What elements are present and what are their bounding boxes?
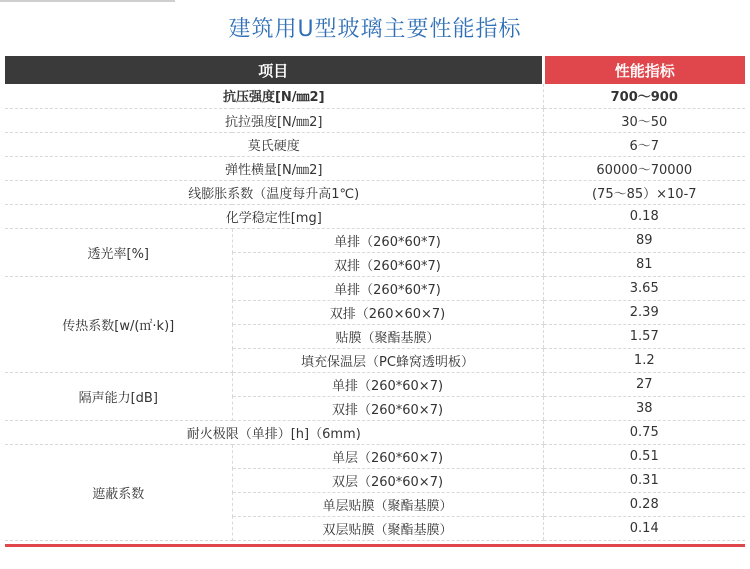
row-label: 抗压强度[N/㎜2] <box>5 84 543 108</box>
table-row <box>5 84 745 108</box>
sub-label: 双排（260*60×7) <box>232 396 543 420</box>
sub-label: 单层贴膜（聚酯基膜） <box>232 492 543 516</box>
row-value: 81 <box>543 252 745 276</box>
table-row <box>5 204 745 228</box>
row-value: 0.51 <box>543 444 745 468</box>
row-label: 耐火极限（单排）[h]（6mm) <box>5 420 543 444</box>
row-value: 0.18 <box>543 204 745 228</box>
row-label: 弹性横量[N/㎜2] <box>5 156 543 180</box>
header-item: 项目 <box>5 56 543 84</box>
spec-table <box>5 56 745 541</box>
row-value: 6～7 <box>543 132 745 156</box>
table-row <box>5 372 745 396</box>
bottom-divider <box>5 544 745 547</box>
table-row <box>5 444 745 468</box>
row-label: 化学稳定性[mg] <box>5 204 543 228</box>
row-value: 60000～70000 <box>543 156 745 180</box>
sub-label: 单排（260*60*7) <box>232 228 543 252</box>
row-label: 莫氏硬度 <box>5 132 543 156</box>
group-label-shading: 遮蔽系数 <box>5 444 232 540</box>
row-value: 2.39 <box>543 300 745 324</box>
table-row <box>5 156 745 180</box>
table-row <box>5 228 745 252</box>
top-divider <box>0 0 175 2</box>
row-value: 27 <box>543 372 745 396</box>
table-row <box>5 180 745 204</box>
sub-label: 双排（260×60×7) <box>232 300 543 324</box>
group-label-sound-insulation: 隔声能力[dB] <box>5 372 232 420</box>
sub-label: 填充保温层（PC蜂窝透明板） <box>232 348 543 372</box>
sub-label: 双排（260*60*7) <box>232 252 543 276</box>
row-value: 3.65 <box>543 276 745 300</box>
row-value: 1.2 <box>543 348 745 372</box>
sub-label: 双层贴膜（聚酯基膜） <box>232 516 543 540</box>
table-header <box>5 56 745 84</box>
row-value: 0.31 <box>543 468 745 492</box>
row-value: 0.75 <box>543 420 745 444</box>
table-row <box>5 420 745 444</box>
row-value: 1.57 <box>543 324 745 348</box>
row-value: 89 <box>543 228 745 252</box>
sub-label: 贴膜（聚酯基膜） <box>232 324 543 348</box>
table-row <box>5 276 745 300</box>
group-label-transmittance: 透光率[%] <box>5 228 232 276</box>
sub-label: 单排（260*60*7) <box>232 276 543 300</box>
row-value: 0.14 <box>543 516 745 540</box>
row-value: (75～85）×10-7 <box>543 180 745 204</box>
row-label: 抗拉强度[N/㎜2] <box>5 108 543 132</box>
sub-label: 双层（260*60×7) <box>232 468 543 492</box>
table-row <box>5 108 745 132</box>
group-label-heat-transfer: 传热系数[w/(㎡·k)] <box>5 276 232 372</box>
row-value: 700～900 <box>543 84 745 108</box>
row-value: 0.28 <box>543 492 745 516</box>
sub-label: 单层（260*60×7) <box>232 444 543 468</box>
page-title: 建筑用U型玻璃主要性能指标 <box>228 17 522 42</box>
row-label: 线膨胀系数（温度每升高1℃) <box>5 180 543 204</box>
table-row <box>5 132 745 156</box>
row-value: 30～50 <box>543 108 745 132</box>
sub-label: 单排（260*60×7) <box>232 372 543 396</box>
row-value: 38 <box>543 396 745 420</box>
header-performance: 性能指标 <box>543 56 745 84</box>
